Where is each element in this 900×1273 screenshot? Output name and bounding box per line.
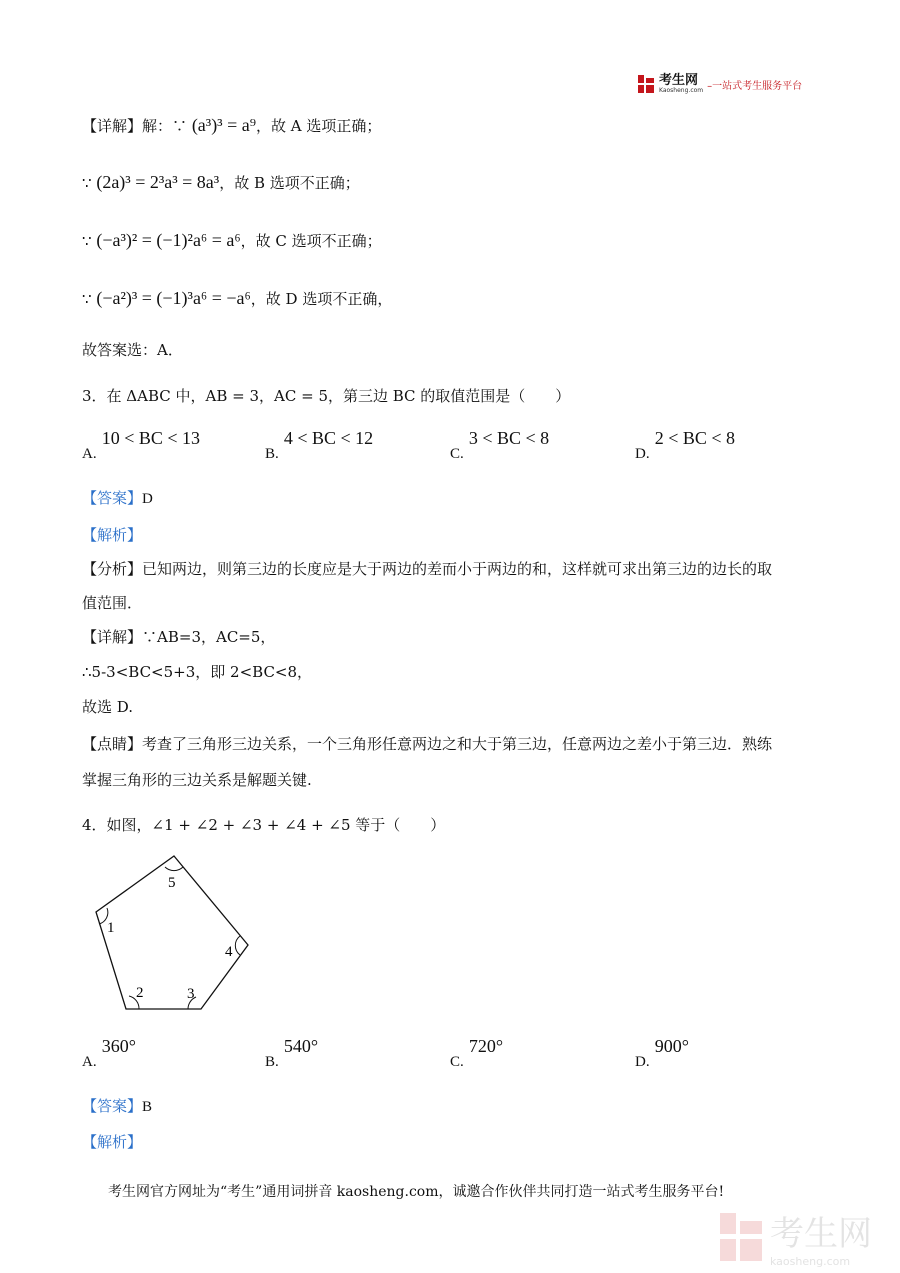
q3-detail-line-3: 故选 D. — [82, 698, 134, 716]
angle-arc-4 — [235, 936, 240, 955]
pentagon-figure — [90, 848, 260, 1018]
kaosheng-logo-icon — [637, 74, 655, 94]
q3-option-b[interactable]: B. 4 < BC < 12 — [265, 428, 374, 462]
q4-option-d[interactable]: D. 900° — [635, 1036, 689, 1070]
q4-analysis-label: 【解析】 — [82, 1133, 143, 1151]
q4-option-b[interactable]: B. 540° — [265, 1036, 319, 1070]
q2-conclusion: 故答案选：A． — [82, 341, 183, 359]
logo-slogan: –一站式考生服务平台 — [707, 80, 803, 92]
q3-answer: 【答案】D — [82, 489, 153, 507]
q4-stem: 4．如图，∠1 + ∠2 + ∠3 + ∠4 + ∠5 等于（ ） — [82, 816, 446, 834]
logo-name: 考生网 — [659, 72, 699, 88]
watermark-url: kaosheng.com — [770, 1255, 851, 1268]
angle-label-2: 2 — [136, 985, 144, 1001]
angle-label-4: 4 — [225, 944, 233, 960]
angle-label-3: 3 — [187, 986, 195, 1002]
q2-line-1: 【详解】解：∵ (a³)³ = a⁹，故 A 选项正确； — [82, 115, 382, 135]
q2-line-4: ∵ (−a²)³ = (−1)³a⁶ = −a⁶，故 D 选项不正确， — [82, 288, 393, 308]
q4-answer: 【答案】B — [82, 1097, 153, 1115]
math-expression: (−a²)³ = (−1)³a⁶ = −a⁶ — [96, 288, 251, 308]
q3-option-a[interactable]: A. 10 < BC < 13 — [82, 428, 201, 462]
watermark-logo-icon — [718, 1211, 764, 1263]
q3-fenxi-line-2: 值范围． — [82, 594, 143, 612]
logo-url: Kaosheng.com — [659, 86, 704, 94]
q3-detail-line-2: ∴5-3<BC<5+3，即 2<BC<8， — [82, 663, 313, 681]
q2-line-3: ∵ (−a³)² = (−1)²a⁶ = a⁶，故 C 选项不正确； — [82, 230, 382, 250]
q4-option-c[interactable]: C. 720° — [450, 1036, 504, 1070]
math-expression: (2a)³ = 2³a³ = 8a³ — [96, 172, 220, 192]
angle-arc-5 — [165, 867, 183, 871]
footer-text: 考生网官方网址为“考生”通用词拼音 kaosheng.com，诚邀合作伙伴共同打造一站式考生服务平台! — [108, 1184, 725, 1200]
angle-label-1: 1 — [107, 920, 115, 936]
q4-option-a[interactable]: A. 360° — [82, 1036, 136, 1070]
q3-dianjing-line-1: 【点睛】考查了三角形三边关系，一个三角形任意两边之和大于第三边，任意两边之差小于第三边．熟练 — [82, 735, 773, 753]
math-expression: (−a³)² = (−1)²a⁶ = a⁶ — [96, 230, 241, 250]
q3-option-c[interactable]: C. 3 < BC < 8 — [450, 428, 550, 462]
q3-option-d[interactable]: D. 2 < BC < 8 — [635, 428, 736, 462]
q3-stem: 3．在 ΔABC 中，AB = 3，AC = 5，第三边 BC 的取值范围是（ ） — [82, 387, 571, 405]
q3-detail-line-1: 【详解】∵AB=3，AC=5， — [82, 628, 276, 646]
q3-dianjing-line-2: 掌握三角形的三边关系是解题关键. — [82, 771, 312, 789]
q2-line-2: ∵ (2a)³ = 2³a³ = 8a³，故 B 选项不正确； — [82, 172, 360, 192]
q3-analysis-label: 【解析】 — [82, 526, 143, 544]
q3-fenxi-line-1: 【分析】已知两边，则第三边的长度应是大于两边的差而小于两边的和，这样就可求出第三边的边长的取 — [82, 560, 773, 578]
angle-label-5: 5 — [168, 875, 176, 891]
site-logo[interactable] — [637, 74, 802, 94]
math-expression: (a³)³ = a⁹ — [191, 115, 256, 135]
watermark — [718, 1206, 872, 1268]
watermark-name: 考生网 — [770, 1214, 872, 1254]
